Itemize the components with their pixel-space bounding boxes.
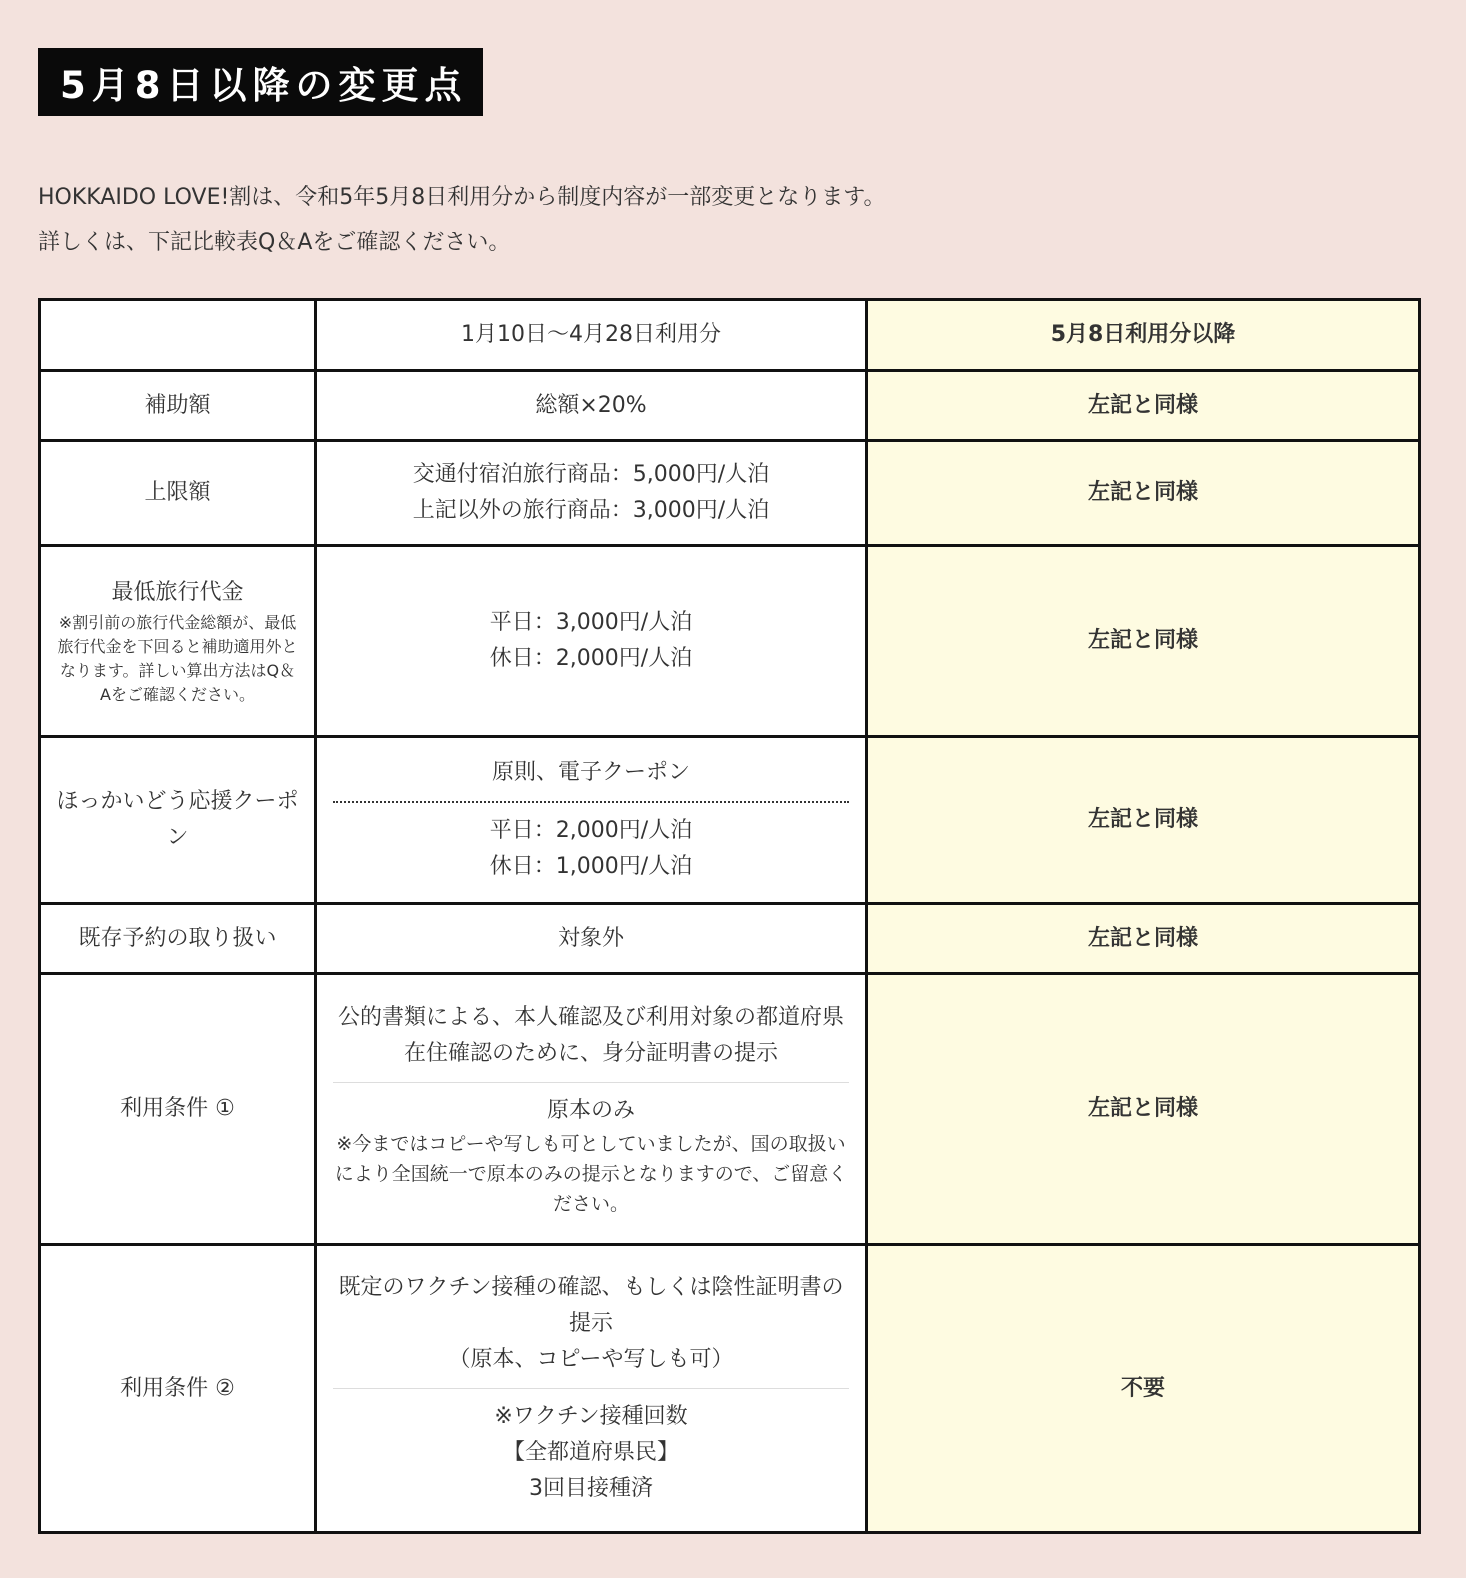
cond2-old-all-residents: 【全都道府県民】 xyxy=(502,1440,679,1465)
cond1-new-value: 左記と同様 xyxy=(867,974,1420,1245)
intro-text xyxy=(38,175,886,265)
cond2-old-value xyxy=(316,1245,867,1533)
row-label-cond1: 利用条件 ① xyxy=(40,974,316,1245)
minimum-new-value: 左記と同様 xyxy=(867,546,1420,737)
subsidy-new-value: 左記と同様 xyxy=(867,371,1420,441)
table-row xyxy=(40,546,1420,737)
cond2-old-vaccine-count: ※ワクチン接種回数 xyxy=(494,1404,688,1429)
coupon-new-value: 左記と同様 xyxy=(867,737,1420,904)
dotted-divider xyxy=(333,801,849,803)
divider xyxy=(333,1388,849,1389)
coupon-old-value xyxy=(316,737,867,904)
minimum-label: 最低旅行代金 xyxy=(111,580,244,605)
section-heading: 5月8日以降の変更点 xyxy=(38,48,483,116)
cond1-old-note: ※今まではコピーや写しも可としていましたが、国の取扱いにより全国統一で原本のみの提示となりますので、ご留意ください。 xyxy=(334,1132,848,1215)
table-row xyxy=(40,737,1420,904)
comparison-table xyxy=(38,298,1421,1534)
limit-new-value: 左記と同様 xyxy=(867,441,1420,546)
limit-old-line-1: 交通付宿泊旅行商品：5,000円/人泊 xyxy=(412,462,770,487)
coupon-old-line-1: 平日：2,000円/人泊 xyxy=(489,818,693,843)
existing-new-value: 左記と同様 xyxy=(867,904,1420,974)
limit-old-value xyxy=(316,441,867,546)
minimum-old-line-1: 平日：3,000円/人泊 xyxy=(489,610,693,635)
header-label-cell xyxy=(40,300,316,371)
subsidy-old-value: 総額×20% xyxy=(316,371,867,441)
table-header-row xyxy=(40,300,1420,371)
row-label-subsidy: 補助額 xyxy=(40,371,316,441)
limit-old-line-2: 上記以外の旅行商品：3,000円/人泊 xyxy=(412,498,770,523)
intro-line-1: HOKKAIDO LOVE!割は、令和5年5月8日利用分から制度内容が一部変更となります。 xyxy=(38,185,886,210)
header-new-period: 5月8日利用分以降 xyxy=(867,300,1420,371)
cond1-old-requirement: 公的書類による、本人確認及び利用対象の都道府県在住確認のために、身分証明書の提示 xyxy=(337,1004,844,1066)
intro-line-2: 詳しくは、下記比較表Q＆Aをご確認ください。 xyxy=(38,230,511,255)
table-row xyxy=(40,1245,1420,1533)
cond2-old-third-dose: 3回目接種済 xyxy=(529,1476,653,1501)
header-old-period: 1月10日～4月28日利用分 xyxy=(316,300,867,371)
coupon-old-line-2: 休日：1,000円/人泊 xyxy=(489,854,693,879)
cond1-old-value xyxy=(316,974,867,1245)
row-label-coupon: ほっかいどう応援クーポン xyxy=(40,737,316,904)
cond2-old-copy-ok: （原本、コピーや写しも可） xyxy=(448,1347,734,1372)
table-row xyxy=(40,974,1420,1245)
minimum-old-line-2: 休日：2,000円/人泊 xyxy=(489,646,693,671)
cond2-new-value: 不要 xyxy=(867,1245,1420,1533)
cond2-old-requirement: 既定のワクチン接種の確認、もしくは陰性証明書の提示 xyxy=(338,1275,844,1336)
cond1-old-original-only: 原本のみ xyxy=(546,1097,635,1123)
table-row xyxy=(40,441,1420,546)
divider xyxy=(333,1082,849,1083)
minimum-old-value xyxy=(316,546,867,737)
row-label-existing: 既存予約の取り扱い xyxy=(40,904,316,974)
row-label-limit: 上限額 xyxy=(40,441,316,546)
table-row xyxy=(40,371,1420,441)
coupon-old-head: 原則、電子クーポン xyxy=(491,760,690,785)
existing-old-value: 対象外 xyxy=(316,904,867,974)
row-label-cond2: 利用条件 ② xyxy=(40,1245,316,1533)
minimum-note: ※割引前の旅行代金総額が、最低旅行代金を下回ると補助適用外となります。詳しい算出方法はQ＆Aをご確認ください。 xyxy=(57,613,298,704)
row-label-minimum xyxy=(40,546,316,737)
table-row xyxy=(40,904,1420,974)
